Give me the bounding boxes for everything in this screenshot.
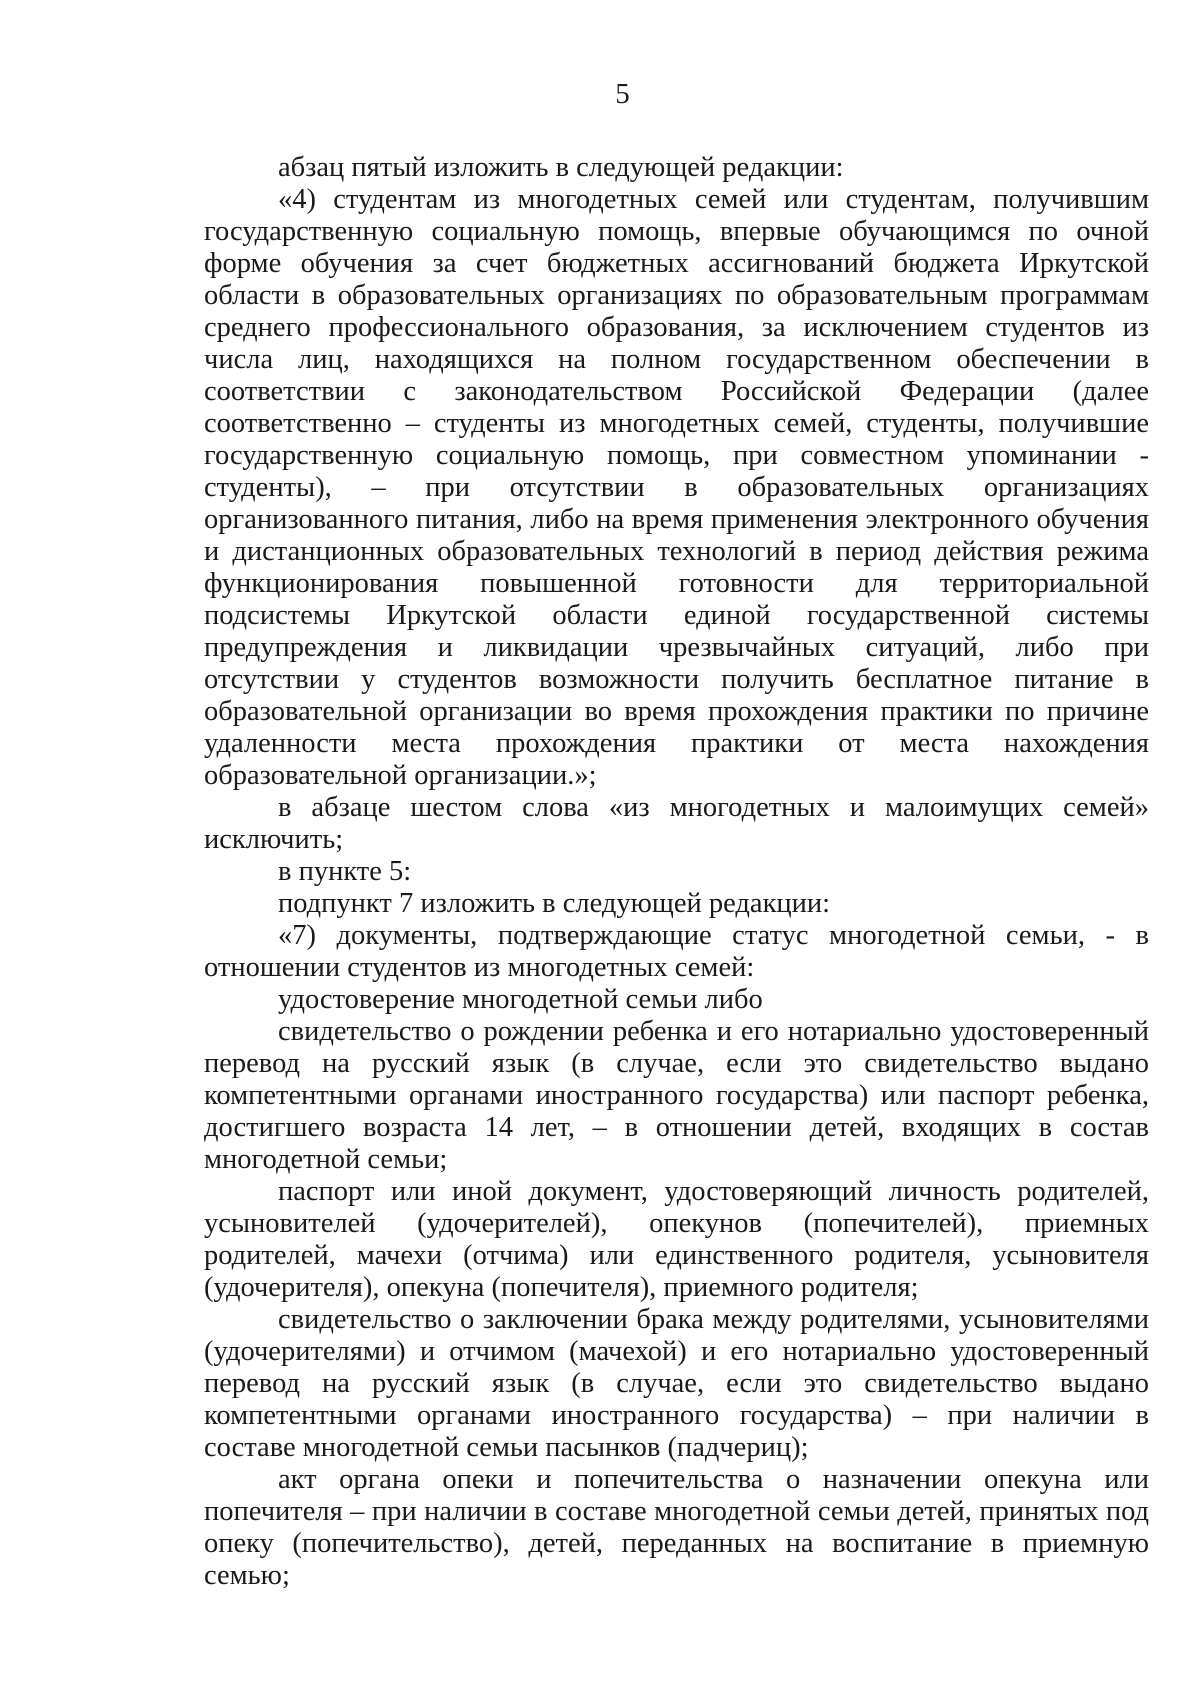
paragraph: абзац пятый изложить в следующей редакции: bbox=[278, 152, 844, 183]
paragraph: «4) студентам из многодетных семей или студентам, получившим государственную социальную помощь, впервые обучающимся по очной форме обучения за счет бюджетных ассигнований бюджета Иркутской области в образовательных организациях по образовательным программам среднего профессионального образования, за исключением студентов из числа лиц, находящихся на полном государственном обеспечении в соответствии с законодательством Российской Федерации (далее соответственно – студенты из многодетных семей, студенты, получившие государственную социальную помощь, при совместном упоминании - студенты), – при отсутствии в образовательных организациях организованного питания, либо на время применения электронного обучения и дистанционных образовательных технологий в период действия режима функционирования повышенной готовности для территориальной подсистемы Иркутской области единой государственной системы предупреждения и ликвидации чрезвычайных ситуаций, либо при отсутствии у студентов возможности получить бесплатное питание в образовательной организации во время прохождения практики по причине удаленности места прохождения практики от места нахождения образовательной организации.»; bbox=[204, 184, 1149, 791]
page-number: 5 bbox=[615, 78, 630, 110]
paragraph: в пункте 5: bbox=[278, 856, 412, 887]
paragraph: паспорт или иной документ, удостоверяющий личность родителей, усыновителей (удочерителей), опекунов (попечителей), приемных родителей, мачехи (отчима) или единственного родителя, усыновителя (удочерителя), опекуна (попечителя), приемного родителя; bbox=[204, 1176, 1149, 1303]
paragraph: акт органа опеки и попечительства о назначении опекуна или попечителя – при наличии в составе многодетной семьи детей, принятых под опеку (попечительство), детей, переданных на воспитание в приемную семью; bbox=[204, 1464, 1149, 1591]
paragraph: в абзаце шестом слова «из многодетных и малоимущих семей» исключить; bbox=[204, 792, 1149, 855]
paragraph: удостоверение многодетной семьи либо bbox=[278, 984, 763, 1015]
paragraph: «7) документы, подтверждающие статус многодетной семьи, - в отношении студентов из многодетных семей: bbox=[204, 920, 1149, 983]
paragraph: свидетельство о заключении брака между родителями, усыновителями (удочерителями) и отчимом (мачехой) и его нотариально удостоверенный перевод на русский язык (в случае, если это свидетельство выдано компетентными органами иностранного государства) – при наличии в составе многодетной семьи пасынков (падчериц); bbox=[204, 1304, 1149, 1463]
document-body bbox=[204, 152, 1149, 1592]
paragraph: подпункт 7 изложить в следующей редакции: bbox=[278, 888, 831, 919]
paragraph: свидетельство о рождении ребенка и его нотариально удостоверенный перевод на русский язык (в случае, если это свидетельство выдано компетентными органами иностранного государства) или паспорт ребенка, достигшего возраста 14 лет, – в отношении детей, входящих в состав многодетной семьи; bbox=[204, 1016, 1149, 1175]
